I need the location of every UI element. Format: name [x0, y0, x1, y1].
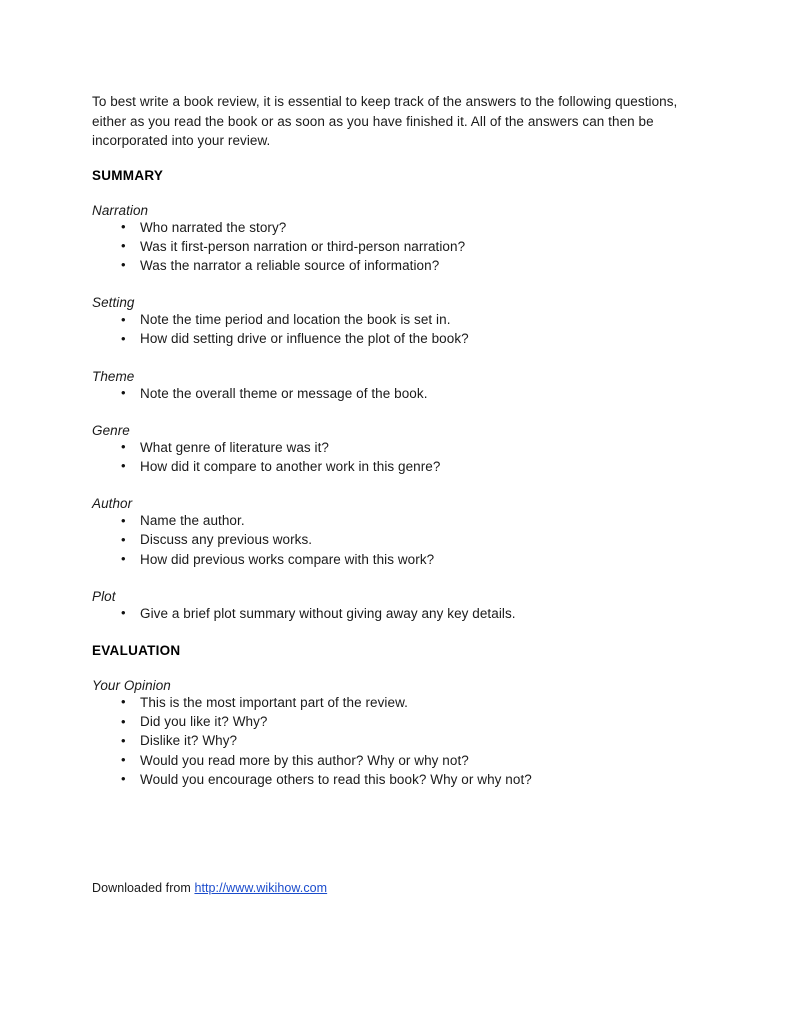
bullet-item: • Was the narrator a reliable source of information? [92, 256, 695, 275]
bullet-list [92, 511, 695, 569]
wikihow-link[interactable]: http://www.wikihow.com [194, 881, 328, 895]
bullet-list [92, 384, 695, 403]
bullet-item: • Was it first-person narration or third-person narration? [92, 237, 695, 256]
sub-heading: Theme [92, 368, 135, 384]
sub-heading: Author [92, 496, 133, 512]
bullet-item: • Would you read more by this author? Why or why not? [92, 751, 695, 770]
spacer [92, 658, 695, 678]
bullet-list [92, 310, 695, 348]
bullet-item: • Who narrated the story? [92, 218, 695, 237]
bullet-item: • Note the overall theme or message of the book. [92, 384, 695, 403]
bullet-list [92, 604, 695, 623]
sub-heading: Genre [92, 422, 130, 438]
section-heading: SUMMARY [92, 167, 164, 183]
bullet-item: • Dislike it? Why? [92, 731, 695, 750]
spacer [92, 569, 695, 589]
bullet-item: • Note the time period and location the book is set in. [92, 310, 695, 329]
bullet-list [92, 218, 695, 276]
sub-heading: Your Opinion [92, 677, 171, 693]
footer-prefix-label: Downloaded from [92, 881, 195, 895]
spacer [92, 476, 695, 496]
spacer [92, 349, 695, 369]
bullet-item: • Did you like it? Why? [92, 712, 695, 731]
bullet-item: • How did it compare to another work in this genre? [92, 457, 695, 476]
sub-heading: Plot [92, 588, 116, 604]
bullet-item: • Give a brief plot summary without giving away any key details. [92, 604, 695, 623]
bullet-list [92, 438, 695, 476]
bullet-item: • Name the author. [92, 511, 695, 530]
bullet-item: • How did previous works compare with this work? [92, 550, 695, 569]
footer-attribution [92, 880, 327, 897]
bullet-item: • This is the most important part of the review. [92, 693, 695, 712]
bullet-item: • How did setting drive or influence the plot of the book? [92, 329, 695, 348]
spacer [92, 275, 695, 295]
bullet-item: • What genre of literature was it? [92, 438, 695, 457]
sub-heading: Narration [92, 202, 149, 218]
intro-paragraph: To best write a book review, it is essential to keep track of the answers to the following questions, either as you read the book or as soon as you have finished it. All of the answers can then be incorporated into your review. [92, 94, 678, 148]
spacer [92, 623, 695, 643]
spacer [92, 183, 695, 203]
section-heading: EVALUATION [92, 642, 181, 658]
sub-heading: Setting [92, 295, 135, 311]
spacer [92, 403, 695, 423]
sections-container [92, 168, 695, 789]
bullet-list [92, 693, 695, 789]
bullet-item: • Would you encourage others to read this book? Why or why not? [92, 770, 695, 789]
spacer [92, 151, 695, 168]
bullet-item: • Discuss any previous works. [92, 530, 695, 549]
